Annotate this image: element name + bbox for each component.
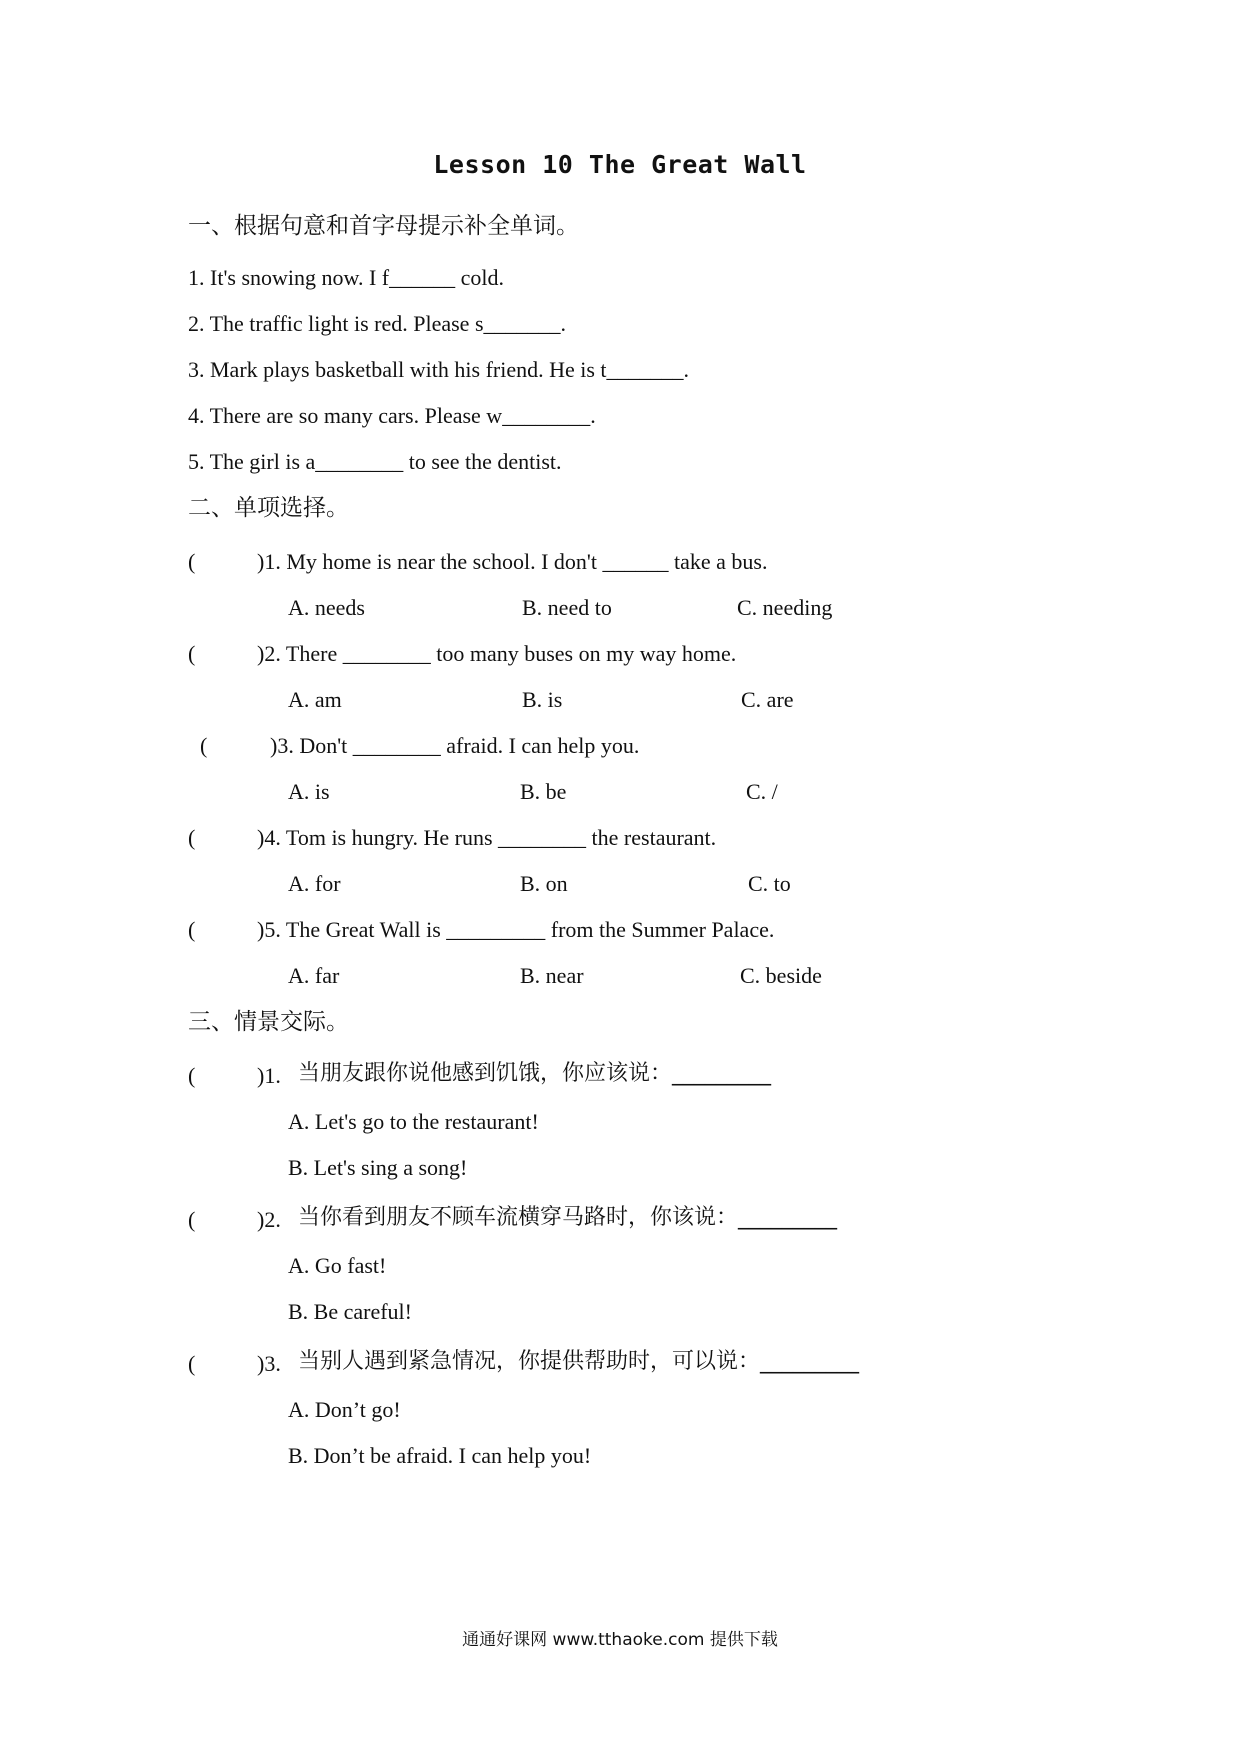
answer-paren: ( xyxy=(188,641,196,666)
choice-option-b: B. near xyxy=(520,963,584,988)
choice-option-b: B. is xyxy=(522,687,563,712)
choice-option-c: C. needing xyxy=(737,595,833,620)
fill-item-4: 4. There are so many cars. Please w________. xyxy=(188,403,596,428)
choice-question-4: )4. Tom is hungry. He runs ________ the restaurant. xyxy=(257,825,717,850)
dialogue-question-number: )2. xyxy=(257,1207,281,1232)
fill-item-5: 5. The girl is a________ to see the dentist. xyxy=(188,449,562,474)
choice-option-b: B. be xyxy=(520,779,567,804)
answer-paren: ( xyxy=(188,1351,196,1376)
dialogue-option-b: B. Be careful! xyxy=(288,1299,412,1324)
choice-option-c: C. are xyxy=(741,687,794,712)
fill-item-1: 1. It's snowing now. I f______ cold. xyxy=(188,265,505,290)
dialogue-option-a: A. Let's go to the restaurant! xyxy=(288,1109,539,1134)
section2-heading: 二、单项选择。 xyxy=(188,495,349,521)
dialogue-option-b: B. Let's sing a song! xyxy=(288,1155,468,1180)
page-title: Lesson 10 The Great Wall xyxy=(433,150,807,179)
choice-option-a: A. far xyxy=(288,963,340,988)
choice-option-a: A. am xyxy=(288,687,342,712)
dialogue-option-b: B. Don’t be afraid. I can help you! xyxy=(288,1443,592,1468)
choice-option-c: C. beside xyxy=(740,963,822,988)
choice-question-3: )3. Don't ________ afraid. I can help you. xyxy=(270,733,640,758)
answer-paren: ( xyxy=(188,1207,196,1232)
choice-option-a: A. is xyxy=(288,779,330,804)
answer-paren: ( xyxy=(188,917,196,942)
choice-option-b: B. need to xyxy=(522,595,612,620)
dialogue-question-1: 当朋友跟你说他感到饥饿，你应该说：_________ xyxy=(298,1061,772,1086)
choice-option-a: A. for xyxy=(288,871,341,896)
answer-paren: ( xyxy=(200,733,208,758)
dialogue-option-a: A. Go fast! xyxy=(288,1253,387,1278)
dialogue-question-number: )1. xyxy=(257,1063,281,1088)
choice-option-c: C. to xyxy=(748,871,791,896)
choice-question-1: )1. My home is near the school. I don't ______ take a bus. xyxy=(257,549,768,574)
choice-option-b: B. on xyxy=(520,871,568,896)
choice-question-2: )2. There ________ too many buses on my way home. xyxy=(257,641,737,666)
choice-option-a: A. needs xyxy=(288,595,365,620)
fill-item-2: 2. The traffic light is red. Please s_______. xyxy=(188,311,567,336)
footer-source: 通通好课网 www.tthaoke.com 提供下载 xyxy=(462,1630,778,1650)
fill-item-3: 3. Mark plays basketball with his friend. He is t_______. xyxy=(188,357,690,382)
answer-paren: ( xyxy=(188,825,196,850)
dialogue-option-a: A. Don’t go! xyxy=(288,1397,401,1422)
section3-heading: 三、情景交际。 xyxy=(188,1009,349,1035)
dialogue-question-2: 当你看到朋友不顾车流横穿马路时，你该说：_________ xyxy=(298,1205,838,1230)
answer-paren: ( xyxy=(188,549,196,574)
dialogue-question-number: )3. xyxy=(257,1351,281,1376)
section1-heading: 一、根据句意和首字母提示补全单词。 xyxy=(188,213,579,239)
dialogue-question-3: 当别人遇到紧急情况，你提供帮助时，可以说：_________ xyxy=(298,1349,860,1374)
choice-question-5: )5. The Great Wall is _________ from the Summer Palace. xyxy=(257,917,775,942)
answer-paren: ( xyxy=(188,1063,196,1088)
choice-option-c: C. / xyxy=(746,779,778,804)
